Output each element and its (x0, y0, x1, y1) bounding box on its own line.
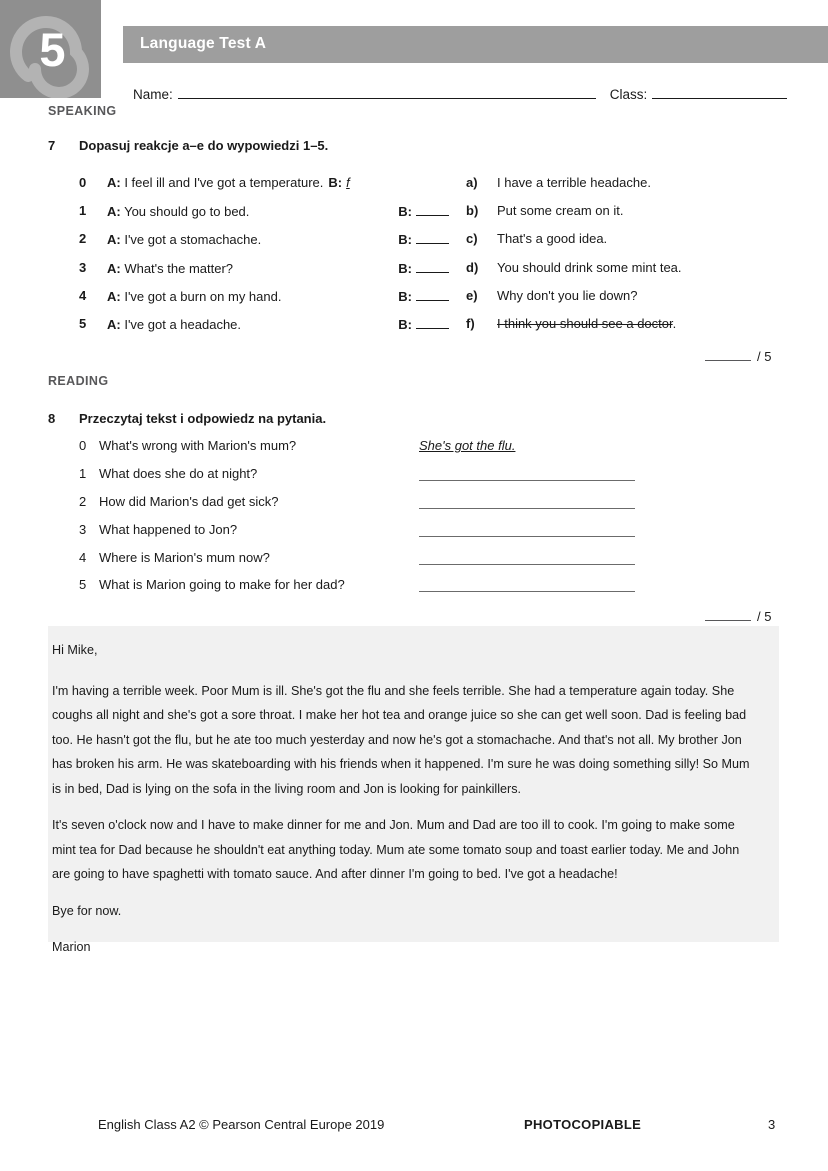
exercise-7-option (466, 175, 796, 203)
exercise-7-score-total: / 5 (757, 349, 772, 364)
exercise-7-heading (48, 138, 328, 153)
name-input-line[interactable] (178, 85, 596, 99)
exercise-8-answer-slot[interactable] (419, 494, 635, 509)
exercise-8-question (79, 522, 779, 550)
exercise-7-option-list (466, 175, 796, 344)
exercise-7-item-prompt: A: I feel ill and I've got a temperature. (107, 175, 324, 190)
speaker-b-label: B: (398, 204, 412, 220)
name-label: Name: (133, 87, 173, 102)
class-label: Class: (609, 87, 648, 102)
exercise-8-question-number: 1 (79, 465, 87, 481)
exercise-7-option (466, 260, 796, 288)
exercise-7-item-prompt: A: I've got a burn on my hand. (107, 288, 282, 304)
exercise-7-option-letter: b) (466, 203, 479, 219)
exercise-7-option-text: That's a good idea. (497, 231, 608, 247)
exercise-8-question (79, 577, 779, 605)
passage-salutation: Hi Mike, (52, 643, 98, 657)
exercise-7-option-text: Why don't you lie down? (497, 287, 638, 303)
speaker-b-label: B: (398, 316, 412, 332)
exercise-7-option (466, 203, 796, 231)
exercise-8-question-text: What does she do at night? (99, 465, 258, 481)
exercise-7-number: 7 (48, 138, 56, 153)
exercise-7-option-text: You should drink some mint tea. (497, 259, 682, 275)
exercise-7-option-text: I think you should see a doctor. (497, 315, 677, 331)
exercise-8-score-blank[interactable] (705, 608, 751, 621)
exercise-8-answer-line[interactable] (419, 550, 635, 565)
speaker-a-label: A: (107, 204, 121, 220)
exercise-7-answer-blank[interactable] (416, 231, 449, 244)
passage-signature: Marion (52, 940, 91, 954)
exercise-7-score-blank[interactable] (705, 348, 751, 361)
exercise-8-score-total: / 5 (757, 609, 772, 624)
unit-number: 5 (39, 22, 66, 76)
exercise-8-number: 8 (48, 411, 56, 426)
exercise-8-question-number: 2 (79, 493, 87, 509)
speaker-a-label: A: (107, 288, 121, 304)
exercise-8-question-number: 0 (79, 438, 87, 453)
unit-badge (0, 0, 101, 98)
exercise-7-option-letter: d) (466, 259, 479, 275)
reading-passage (48, 626, 779, 954)
section-heading-reading: READING (48, 374, 109, 388)
exercise-7-option-letter: c) (466, 231, 478, 247)
speaker-a-label: A: (107, 175, 121, 190)
exercise-8-question-list (79, 438, 779, 605)
exercise-7-answer-blank[interactable] (416, 260, 449, 273)
exercise-8-question (79, 466, 779, 494)
footer-photocopiable: PHOTOCOPIABLE (524, 1117, 642, 1132)
exercise-7-item (79, 288, 449, 316)
exercise-8-instruction: Przeczytaj tekst i odpowiedz na pytania. (79, 411, 327, 426)
exercise-8-answer-slot[interactable] (419, 466, 635, 481)
passage-paragraph-2: It's seven o'clock now and I have to make dinner for me and Jon. Mum and Dad are too ill to cook. I'm going to make some mint tea for Dad because he shouldn't eat anything today. Mum ate some tomato soup and toast earlier today. Me and John are going to have spaghetti with tomato sauce. And after dinner I'm going to bed. I've got a headache! (52, 818, 740, 881)
exercise-7-option-text: Put some cream on it. (497, 203, 624, 219)
exercise-7-item-answer[interactable] (328, 175, 349, 190)
exercise-8-question-text: Where is Marion's mum now? (99, 549, 270, 565)
exercise-7-answer-blank[interactable] (416, 203, 449, 216)
speaker-b-label: B: (328, 175, 343, 190)
exercise-8-question-text: What is Marion going to make for her dad? (99, 577, 345, 593)
page-title: Language Test A (140, 35, 267, 52)
exercise-7-item-number: 3 (79, 259, 87, 275)
speaker-b-label: B: (398, 260, 412, 276)
exercise-7-item-answer[interactable] (398, 203, 449, 219)
speaker-b-label: B: (398, 232, 412, 248)
exercise-8-answer-line[interactable] (419, 494, 635, 509)
exercise-7-item (79, 175, 449, 203)
exercise-7-item-prompt: A: I've got a stomachache. (107, 232, 262, 248)
exercise-8-question-number: 4 (79, 549, 87, 565)
exercise-8-question (79, 438, 779, 466)
exercise-8-question-text: How did Marion's dad get sick? (99, 493, 279, 509)
title-bar (123, 26, 828, 63)
exercise-7-answer-blank[interactable] (416, 316, 449, 329)
exercise-8-answer-line[interactable] (419, 466, 635, 481)
exercise-7-item-number: 2 (79, 231, 87, 247)
exercise-7-answer-value: f (346, 175, 350, 190)
exercise-7-item (79, 316, 449, 344)
exercise-8-answer-value: She's got the flu. (419, 438, 516, 453)
exercise-7-item (79, 231, 449, 259)
exercise-7-option-letter: a) (466, 175, 478, 190)
exercise-8-question-number: 5 (79, 577, 87, 593)
exercise-7-option-letter: f) (466, 315, 475, 331)
exercise-7-item (79, 260, 449, 288)
exercise-8-answer-slot[interactable] (419, 577, 635, 592)
exercise-7-item-answer[interactable] (398, 316, 449, 332)
speaker-a-label: A: (107, 260, 121, 276)
passage-paragraph-1: I'm having a terrible week. Poor Mum is ill. She's got the flu and she feels terrible. She had a temperature again today. She coughs all night and she's got a sore throat. I make her hot tea and orange juice so she can get well soon. Dad is feeling bad too. He hasn't got the flu, but he ate too much yesterday and now he's got a stomachache. And that's not all. My brother Jon has broken his arm. He was skateboarding with his friends when it happened. I'm sure he was doing something silly! So Mum is in bed, Dad is lying on the sofa in the living room and Jon is looking for painkillers. (52, 683, 750, 796)
exercise-8-question-text: What's wrong with Marion's mum? (99, 438, 297, 453)
exercise-7-item-prompt: A: What's the matter? (107, 260, 234, 276)
speaker-a-label: A: (107, 232, 121, 248)
exercise-7-item-prompt: A: I've got a headache. (107, 316, 242, 332)
footer-page-number: 3 (768, 1117, 776, 1132)
exercise-7-option (466, 231, 796, 259)
exercise-7-item-number: 1 (79, 203, 87, 219)
exercise-7-item-prompt: A: You should go to bed. (107, 204, 250, 220)
exercise-8-question (79, 494, 779, 522)
section-heading-speaking: SPEAKING (48, 104, 117, 118)
exercise-8-question (79, 550, 779, 578)
exercise-7-item-number: 4 (79, 287, 87, 303)
exercise-8-answer-line[interactable] (419, 577, 635, 592)
exercise-7-option (466, 316, 796, 344)
exercise-7-option-letter: e) (466, 287, 478, 303)
passage-closing: Bye for now. (52, 903, 122, 918)
exercise-8-answer-slot (419, 438, 635, 453)
exercise-7-item-answer[interactable] (398, 288, 449, 304)
exercise-8-score (705, 608, 771, 624)
speaker-b-label: B: (398, 288, 412, 304)
exercise-7-option-text: I have a terrible headache. (497, 175, 651, 190)
exercise-8-heading (48, 411, 326, 426)
exercise-7-item (79, 203, 449, 231)
class-input-line[interactable] (652, 85, 787, 99)
exercise-8-answer-slot[interactable] (419, 550, 635, 565)
exercise-8-question-text: What happened to Jon? (99, 521, 238, 537)
exercise-8-question-number: 3 (79, 521, 87, 537)
speaker-a-label: A: (107, 316, 121, 332)
exercise-7-prompt-list (79, 175, 449, 344)
name-class-row (133, 85, 778, 107)
exercise-7-option (466, 288, 796, 316)
exercise-8-answer-slot[interactable] (419, 522, 635, 537)
page-footer (0, 1117, 828, 1141)
exercise-7-item-number: 0 (79, 175, 87, 190)
footer-credit: English Class A2 © Pearson Central Europe 2019 (98, 1117, 385, 1132)
exercise-7-answer-blank[interactable] (416, 288, 449, 301)
exercise-7-score (705, 348, 771, 364)
exercise-7-item-number: 5 (79, 315, 87, 331)
exercise-7-item-answer[interactable] (398, 260, 449, 276)
exercise-7-instruction: Dopasuj reakcje a–e do wypowiedzi 1–5. (79, 138, 329, 153)
exercise-8-answer-line[interactable] (419, 522, 635, 537)
exercise-7-item-answer[interactable] (398, 231, 449, 247)
